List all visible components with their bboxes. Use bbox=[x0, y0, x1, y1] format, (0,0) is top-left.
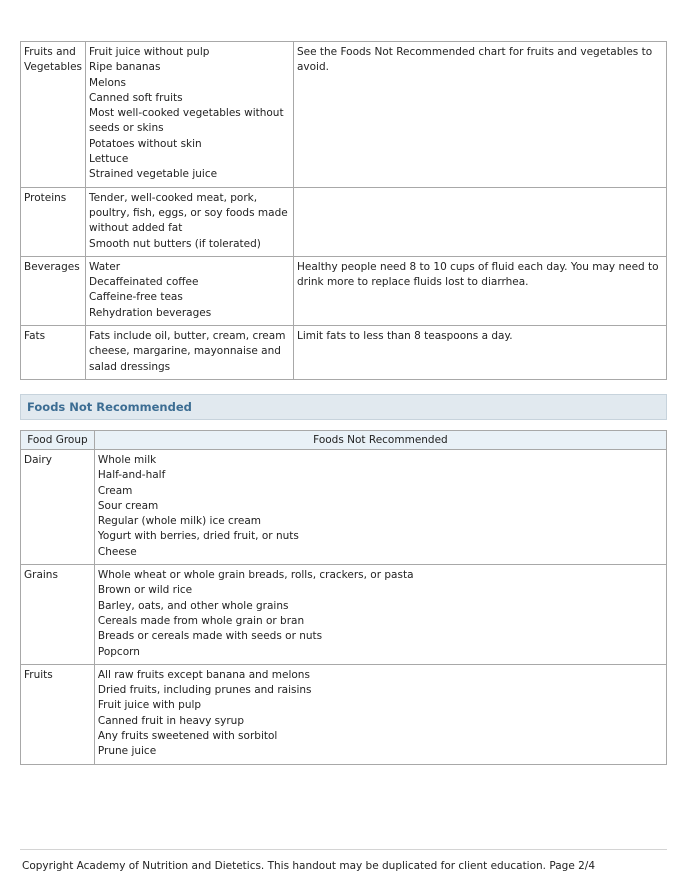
food-item: Barley, oats, and other whole grains bbox=[97, 599, 289, 612]
food-item: Whole milk bbox=[97, 454, 157, 466]
table-row bbox=[21, 256, 667, 325]
foods-cell bbox=[94, 664, 666, 764]
table-row bbox=[21, 187, 667, 256]
food-group-label: Fats bbox=[24, 330, 46, 343]
food-item: Lettuce bbox=[89, 153, 129, 166]
food-item: Water bbox=[89, 260, 121, 273]
food-group-cell bbox=[21, 326, 86, 380]
food-item: Fats include oil, butter, cream, cream bbox=[89, 330, 286, 343]
food-item: Tender, well-cooked meat, pork, bbox=[89, 191, 258, 204]
foods-not-recommended-table bbox=[20, 430, 667, 765]
food-item: All raw fruits except banana and melons bbox=[97, 668, 310, 681]
food-group-label: Vegetables bbox=[24, 61, 83, 74]
food-item: Decaffeinated coffee bbox=[89, 276, 199, 289]
footer-divider bbox=[20, 849, 667, 850]
food-item: Popcorn bbox=[97, 645, 140, 658]
food-item: Smooth nut butters (if tolerated) bbox=[89, 237, 261, 250]
food-item: Dried fruits, including prunes and raisins bbox=[97, 684, 312, 697]
food-item: Half-and-half bbox=[97, 469, 166, 482]
food-group-cell: Dairy bbox=[21, 450, 95, 565]
foods-cell bbox=[94, 450, 666, 565]
food-item: Prune juice bbox=[97, 745, 157, 758]
foods-cell bbox=[94, 565, 666, 665]
food-item: Rehydration beverages bbox=[89, 306, 212, 319]
food-item: Cheese bbox=[97, 545, 137, 558]
food-item: Cream bbox=[97, 484, 133, 497]
table-row bbox=[21, 565, 667, 665]
notes-cell bbox=[293, 256, 666, 325]
food-item: Brown or wild rice bbox=[97, 584, 193, 597]
food-item: Any fruits sweetened with sorbitol bbox=[97, 730, 278, 743]
food-group-cell bbox=[21, 256, 86, 325]
column-header-foods: Foods Not Recommended bbox=[94, 431, 666, 450]
food-group-cell: Grains bbox=[21, 565, 95, 665]
food-item: Ripe bananas bbox=[89, 61, 161, 74]
foods-cell bbox=[86, 187, 294, 256]
food-group-label: Proteins bbox=[24, 191, 67, 204]
table-row bbox=[21, 42, 667, 188]
food-item: Strained vegetable juice bbox=[89, 168, 218, 181]
table-row bbox=[21, 664, 667, 764]
food-item: Caffeine-free teas bbox=[89, 291, 183, 304]
foods-cell bbox=[86, 42, 294, 188]
notes-cell bbox=[293, 187, 666, 256]
food-item: cheese, margarine, mayonnaise and bbox=[89, 345, 281, 358]
page-footer: Copyright Academy of Nutrition and Dietetics. This handout may be duplicated for client education. Page 2/4 bbox=[22, 860, 596, 872]
notes-cell bbox=[293, 42, 666, 188]
food-item: poultry, fish, eggs, or soy foods made bbox=[89, 206, 288, 219]
food-group-cell bbox=[21, 42, 86, 188]
food-group-cell: Fruits bbox=[21, 664, 95, 764]
food-item: Sour cream bbox=[97, 499, 159, 512]
table-row bbox=[21, 326, 667, 380]
food-group-label: Fruits and bbox=[24, 46, 76, 58]
food-item: without added fat bbox=[89, 222, 183, 235]
food-item: Cereals made from whole grain or bran bbox=[97, 614, 305, 627]
food-group-cell bbox=[21, 187, 86, 256]
foods-not-recommended-header bbox=[20, 394, 667, 420]
foods-recommended-table bbox=[20, 41, 667, 380]
food-item: Fruit juice with pulp bbox=[97, 699, 202, 712]
foods-cell bbox=[86, 326, 294, 380]
notes-text: Limit fats to less than 8 teaspoons a day. bbox=[296, 330, 513, 343]
notes-cell bbox=[293, 326, 666, 380]
table-header-row bbox=[21, 431, 667, 450]
food-item: Canned soft fruits bbox=[89, 91, 183, 104]
food-item: seeds or skins bbox=[89, 122, 164, 135]
food-item: Fruit juice without pulp bbox=[89, 46, 210, 58]
food-group-label: Beverages bbox=[24, 260, 80, 273]
notes-text: See the Foods Not Recommended chart for fruits and vegetables to avoid. bbox=[296, 46, 653, 74]
column-header-food-group: Food Group bbox=[21, 431, 95, 450]
food-item: Regular (whole milk) ice cream bbox=[97, 515, 262, 528]
section-title: Foods Not Recommended bbox=[27, 400, 192, 414]
table-row bbox=[21, 450, 667, 565]
food-item: Melons bbox=[89, 76, 127, 89]
notes-text: Healthy people need 8 to 10 cups of fluid each day. You may need to drink more to replace fluids lost to diarrhea. bbox=[296, 260, 659, 289]
food-item: Yogurt with berries, dried fruit, or nuts bbox=[97, 530, 299, 543]
food-item: Potatoes without skin bbox=[89, 137, 202, 150]
food-item: Most well-cooked vegetables without bbox=[89, 107, 284, 120]
foods-cell bbox=[86, 256, 294, 325]
food-item: Canned fruit in heavy syrup bbox=[97, 714, 244, 727]
food-item: salad dressings bbox=[89, 360, 171, 373]
food-item: Breads or cereals made with seeds or nuts bbox=[97, 630, 323, 643]
food-item: Whole wheat or whole grain breads, rolls, crackers, or pasta bbox=[97, 569, 414, 582]
